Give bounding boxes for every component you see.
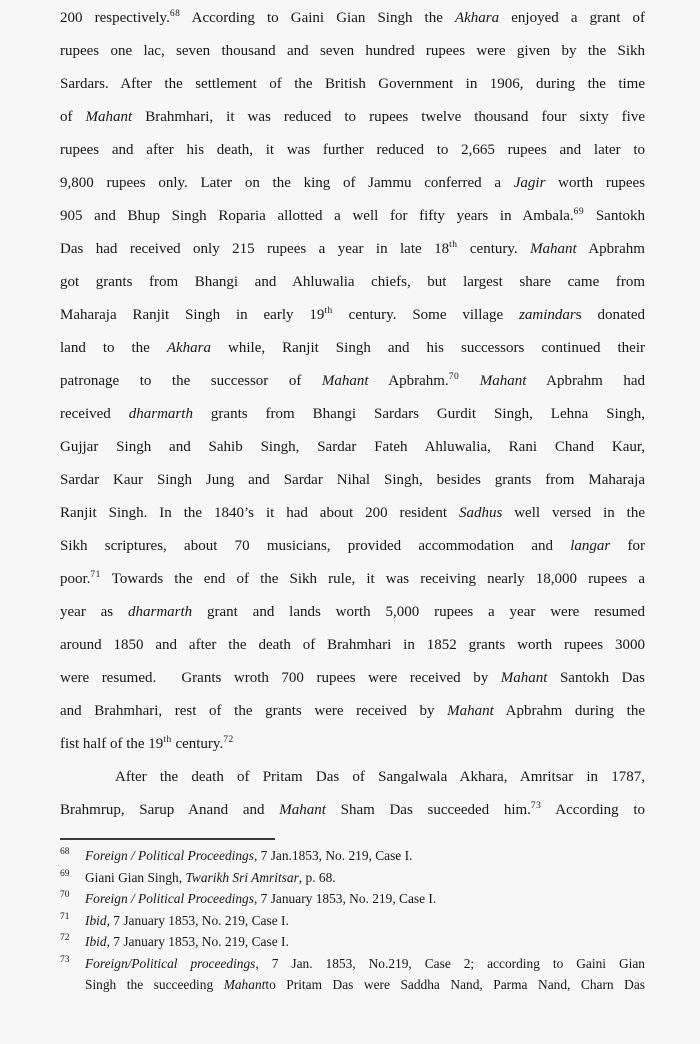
text-run: century. Some village bbox=[332, 307, 520, 323]
text-run: grants from Bhangi Sardars Gurdit Singh, Lehna Singh, bbox=[192, 406, 645, 422]
text-run: 9,800 rupees only. Later on the king of Jammu conferred a bbox=[60, 175, 514, 191]
body-text-line bbox=[60, 68, 645, 101]
text-run: got grants from Bhangi and Ahluwalia chiefs, but largest share came from bbox=[60, 274, 645, 290]
text-run: land to the bbox=[60, 340, 167, 356]
text-run: Towards the end of the Sikh rule, it was receiving nearly 18,000 rupees a bbox=[100, 571, 645, 587]
superscript-ref: th bbox=[449, 240, 458, 250]
text-run: Brahmhari, it was reduced to rupees twelve thousand four sixty five bbox=[132, 109, 645, 125]
italic-text: Mahant bbox=[479, 373, 527, 389]
italic-text: langar bbox=[570, 538, 611, 554]
footnote-text bbox=[85, 888, 645, 910]
text-run: Giani Gian Singh, bbox=[85, 869, 186, 885]
footnote-text-line bbox=[85, 910, 645, 932]
body-text-line bbox=[60, 794, 645, 827]
text-run: Singh the succeeding bbox=[85, 977, 224, 992]
footnote bbox=[60, 910, 645, 932]
text-run: enjoyed a grant of bbox=[499, 10, 645, 26]
text-run: Sardars. After the settlement of the British Government in 1906, during the time bbox=[60, 76, 645, 92]
body-text-line bbox=[60, 431, 645, 464]
footnote-text-line bbox=[85, 931, 645, 953]
text-run: According to bbox=[541, 802, 645, 818]
text-run: According to Gaini Gian Singh the bbox=[180, 10, 455, 26]
text-run: , 7 January 1853, No. 219, Case I. bbox=[253, 891, 437, 906]
italic-text: Mahant bbox=[279, 802, 326, 818]
text-run: , p. 68. bbox=[298, 869, 336, 885]
text-run: around 1850 and after the death of Brahmhari in 1852 grants worth rupees 3000 bbox=[60, 637, 645, 653]
body-text-line bbox=[60, 233, 645, 266]
text-run: while, Ranjit Singh and his successors continued their bbox=[211, 340, 645, 356]
text-run: Apbrahm during the bbox=[493, 703, 645, 719]
body-text-line bbox=[60, 2, 645, 35]
superscript-ref: th bbox=[163, 735, 172, 745]
body-text-line bbox=[60, 662, 645, 695]
footnote-separator bbox=[60, 838, 275, 840]
text-run: for bbox=[610, 538, 646, 554]
body-text-line bbox=[60, 134, 645, 167]
text-run: were resumed. Grants wroth 700 rupees were received by bbox=[60, 670, 501, 686]
footnote-number: 69 bbox=[60, 868, 70, 879]
body-text-line bbox=[60, 563, 645, 596]
text-run: year as bbox=[60, 604, 128, 620]
text-run: Apbrahm had bbox=[526, 373, 646, 389]
italic-text: Foreign / Political Proceedings bbox=[85, 891, 254, 906]
body-text-line bbox=[60, 332, 645, 365]
body-text-line bbox=[60, 365, 645, 398]
footnote-text bbox=[85, 931, 645, 953]
footnote-text-line bbox=[85, 845, 645, 867]
text-run: Gujjar Singh and Sahib Singh, Sardar Fateh Ahluwalia, Rani Chand Kaur, bbox=[60, 439, 645, 455]
text-run: Sardar Kaur Singh Jung and Sardar Nihal Singh, besides grants from Maharaja bbox=[60, 472, 645, 488]
text-run: patronage to the successor of bbox=[60, 373, 322, 389]
text-run: s donated bbox=[575, 307, 645, 323]
footnote-text bbox=[85, 910, 645, 932]
footnote bbox=[60, 867, 645, 889]
paragraph bbox=[60, 761, 645, 827]
superscript-ref: 72 bbox=[223, 735, 234, 745]
italic-text: Mahant bbox=[500, 670, 548, 686]
text-run: After the death of Pritam Das of Sangalwala Akhara, Amritsar in 1787, bbox=[115, 769, 645, 785]
body-text-line bbox=[60, 464, 645, 497]
text-run: rupees one lac, seven thousand and seven hundred rupees were given by the Sikh bbox=[60, 43, 645, 59]
footnotes-section bbox=[60, 845, 645, 996]
body-text-line bbox=[60, 761, 645, 794]
paragraph bbox=[60, 2, 645, 761]
italic-text: Sadhus bbox=[458, 505, 503, 521]
footnote-number: 73 bbox=[60, 954, 70, 965]
italic-text: Akhara bbox=[166, 340, 212, 356]
body-text bbox=[60, 2, 645, 827]
body-text-line bbox=[60, 266, 645, 299]
text-run bbox=[459, 373, 480, 389]
text-run: Maharaja Ranjit Singh in early 19 bbox=[60, 307, 325, 323]
text-run: , 7 Jan. 1853, No.219, Case 2; according to Gaini Gian bbox=[255, 955, 645, 971]
text-run: Santokh Das bbox=[547, 670, 645, 686]
text-run: poor. bbox=[60, 571, 91, 587]
text-run: rupees and after his death, it was further reduced to 2,665 rupees and later to bbox=[60, 142, 645, 158]
text-run: fist half of the 19 bbox=[60, 736, 164, 752]
text-run: and Brahmhari, rest of the grants were received by bbox=[60, 703, 448, 719]
italic-text: dharmarth bbox=[127, 604, 193, 620]
footnote-number: 68 bbox=[60, 847, 70, 857]
body-text-line bbox=[60, 497, 645, 530]
text-run: century. bbox=[457, 241, 531, 257]
text-run: of bbox=[60, 109, 86, 125]
text-run: to Pritam Das were Saddha Nand, Parma Nand, Charn Das bbox=[265, 977, 645, 992]
text-run: 905 and Bhup Singh Roparia allotted a well for fifty years in Ambala. bbox=[60, 208, 574, 224]
footnote-number: 72 bbox=[60, 933, 70, 943]
footnote-number: 70 bbox=[60, 890, 70, 900]
italic-text: Mahant bbox=[321, 373, 369, 389]
footnote bbox=[60, 888, 645, 910]
footnote-text-line bbox=[85, 953, 645, 975]
italic-text: zamindar bbox=[519, 307, 576, 323]
italic-text: Foreign/Political proceedings bbox=[85, 955, 256, 971]
superscript-ref: 69 bbox=[573, 207, 585, 217]
italic-text: Ibid, bbox=[85, 934, 110, 949]
body-text-line bbox=[60, 530, 645, 563]
text-run: Apbrahm. bbox=[368, 373, 449, 389]
text-run: 7 January 1853, No. 219, Case I. bbox=[109, 912, 289, 928]
text-run: received bbox=[60, 406, 129, 422]
text-run: century. bbox=[171, 736, 224, 752]
body-text-line bbox=[60, 299, 645, 332]
italic-text: Jagir bbox=[513, 175, 546, 191]
body-text-line bbox=[60, 728, 645, 761]
body-text-line bbox=[60, 596, 645, 629]
body-text-line bbox=[60, 629, 645, 662]
superscript-ref: 70 bbox=[448, 372, 460, 382]
italic-text: Mahant bbox=[85, 109, 133, 125]
footnote-text-line bbox=[85, 974, 645, 996]
body-text-line bbox=[60, 695, 645, 728]
text-run: Das had received only 215 rupees a year in late 18 bbox=[60, 241, 450, 257]
text-run: Ranjit Singh. In the 1840’s it had about 200 resident bbox=[60, 505, 459, 521]
footnote-text bbox=[85, 845, 645, 867]
body-text-line bbox=[60, 35, 645, 68]
superscript-ref: th bbox=[324, 306, 333, 316]
footnote-text-line bbox=[85, 867, 645, 889]
footnote-number: 71 bbox=[60, 911, 70, 922]
italic-text: Ibid, bbox=[85, 912, 110, 928]
text-run: grant and lands worth 5,000 rupees a year were resumed bbox=[192, 604, 645, 620]
body-text-line bbox=[60, 398, 645, 431]
italic-text: dharmarth bbox=[128, 406, 193, 422]
footnote-text-line bbox=[85, 888, 645, 910]
body-text-line bbox=[60, 200, 645, 233]
italic-text: Mahant bbox=[223, 977, 266, 992]
text-run: Santokh bbox=[584, 208, 645, 224]
italic-text: Twarikh Sri Amritsar bbox=[185, 869, 299, 885]
text-run: Brahmrup, Sarup Anand and bbox=[60, 802, 280, 818]
body-text-line bbox=[60, 101, 645, 134]
text-run: Sikh scriptures, about 70 musicians, provided accommodation and bbox=[60, 538, 571, 554]
footnote-text bbox=[85, 867, 645, 889]
text-run: 200 respectively. bbox=[60, 10, 170, 26]
italic-text: Mahant bbox=[447, 703, 494, 719]
footnote bbox=[60, 953, 645, 996]
footnote-text bbox=[85, 953, 645, 996]
body-text-line bbox=[60, 167, 645, 200]
footnote bbox=[60, 845, 645, 867]
superscript-ref: 68 bbox=[169, 9, 181, 19]
italic-text: Akhara bbox=[454, 10, 500, 26]
text-run: Apbrahm bbox=[576, 241, 645, 257]
italic-text: Mahant bbox=[530, 241, 577, 257]
text-run: worth rupees bbox=[545, 175, 645, 191]
text-run: Sham Das succeeded him. bbox=[325, 802, 531, 818]
footnote bbox=[60, 931, 645, 953]
italic-text: Foreign / Political Proceedings bbox=[85, 848, 254, 863]
text-run: 7 January 1853, No. 219, Case I. bbox=[109, 934, 289, 949]
superscript-ref: 73 bbox=[530, 801, 542, 811]
text-run: well versed in the bbox=[502, 505, 645, 521]
superscript-ref: 71 bbox=[90, 570, 101, 580]
text-run: , 7 Jan.1853, No. 219, Case I. bbox=[253, 848, 413, 863]
